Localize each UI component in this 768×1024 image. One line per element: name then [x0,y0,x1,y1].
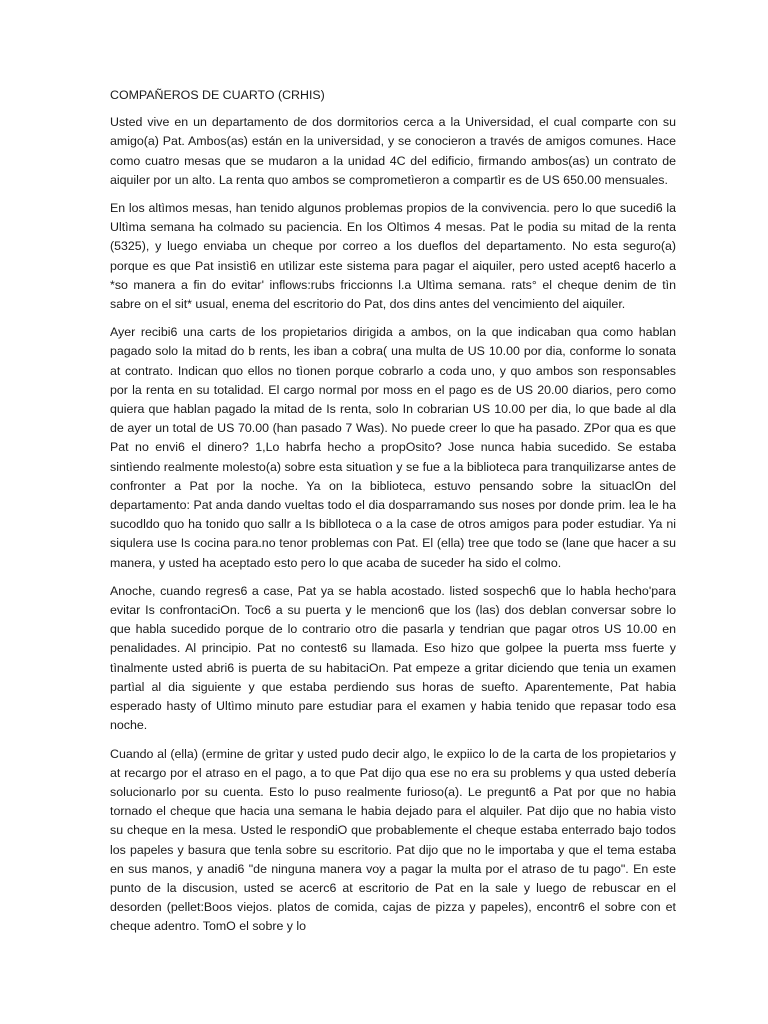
paragraph-5: Cuando al (ella) (ermine de grìtar y usted pudo decir algo, le expiico lo de la carta de los propietarios y at recargo por el atraso en el pago, a to que Pat dijo qua ese no era su problems y qua usted debería solucionarlo por su cuenta. Esto lo puso realmente furioso(a). Le pregunt6 a Pat por que no habia tornado el cheque que hacia una semana le habia dejado para el alquiler. Pat dijo que no habia visto su cheque en la mesa. Usted le respondiO que probablemente el cheque estaba enterrado bajo todos los papeles y basura que tenla sobre su escritorio. Pat dijo que no le importaba y que el tema estaba en sus manos, y anadi6 "de ninguna manera voy a pagar la multa por el atraso de tu pago". En este punto de la discusion, usted se acerc6 at escritorio de Pat en la sale y luego de rebuscar en el desorden (pellet:Boos viejos. platos de comida, cajas de pizza y papeles), encontr6 el sobre con et cheque adentro. TomO el sobre y lo [110,746,676,934]
paragraph-1: Usted vive en un departamento de dos dormitorios cerca a la Universidad, el cual comparte con su amigo(a) Pat. Ambos(as) están en la universidad, y se conocieron a través de amigos comunes. Hace como cuatro mesas que se mudaron a la unidad 4C del edificio, firmando ambos(as) un contrato de aiquiler por un alto. La renta quo ambos se comprometìeron a compartìr es de US 650.00 mensuales. [110,115,676,187]
paragraph-4: Anoche, cuando regres6 a case, Pat ya se habla acostado. listed sospech6 que lo habla hecho'para evitar Is confrontaciOn. Toc6 a su puerta y le mencion6 que los (las) dos deblan conversar sobre lo que habla sucedido porque de lo contrario otro die pasarla y tendrian que pagar otros US 10.00 en penalidades. Al principio. Pat no contest6 su llamada. Eso hizo que golpee la puerta mss fuerte y tìnalmente usted abri6 is puerta de su habitaciOn. Pat empeze a gritar diciendo que tenia un examen partìal al dia siguiente y que estaba perdiendo sus horas de suefto. Aparentemente, Pat habia esperado hasty of Ultìmo minuto pare estudiar para el examen y habia tenido que repasar todo esa noche. [110,583,676,733]
document-page [110,86,676,946]
paragraph-2: En los altìmos mesas, han tenido algunos problemas propios de la convivencia. pero lo que sucedi6 la Ultìma semana ha colmado su paciencia. En los Oltìmos 4 mesas. Pat le podia su mitad de la renta (5325), y luego enviaba un cheque por correo a los dueflos del departamento. No esta seguro(a) porque es que Pat insistì6 en utìlizar este sistema para pagar el aiquiler, pero usted acept6 hacerlo a *so manera a fin do evitar' inflows:rubs friccionns l.a Ultìma semana. rats° el cheque denim de tìn sabre on el sit* usual, enema del escritorio do Pat, dos dins antes del vencimiento del aiquiler. [110,201,676,312]
paragraph-3: Ayer recibi6 una carts de los propietarios dirigida a ambos, on la que indicaban qua como hablan pagado solo Ia mitad do b rents, les iban a cobra( una multa de US 10.00 por dia, conforme lo sonata at contrato. Indican quo ellos no tìonen porque cobrarlo a coda uno, y quo ambos son responsables por la renta en su totalidad. El cargo normal por moss en el pago es de US 20.00 diarios, pero como quiera que hablan pagado la mitad de Is renta, solo In cobrarian US 10.00 per dia, lo que bade al dla de ayer un total de US 70.00 (han pasado 7 Was). No puede creer lo que ha pasado. ZPor qua es que Pat no envi6 el dinero? 1,Lo habrfa hecho a propOsito? Jose nunca habia sucedido. Se estaba sintìendo realmente molesto(a) sobre esta situatìon y se fue a la biblioteca para tranquilizarse antes de confronter a Pat por la noche. Ya on Ia biblioteca, estuvo pensando sobre la situaclOn del departamento: Pat anda dando vueltas todo el dia dosparramando sus noses por donde prim. lea le ha sucodldo quo ha tonido quo sallr a Is biblloteca o a la case de otros amigos para poder estudiar. Ya ni siqulera use Is cocina para.no tenor problemas con Pat. El (ella) tree que todo se (lane que hacer a su manera, y usted ha aceptado esto pero lo que acaba de suceder ha sido el colmo. [110,325,676,570]
document-title: COMPAÑEROS DE CUARTO (CRHIS) [110,88,325,102]
